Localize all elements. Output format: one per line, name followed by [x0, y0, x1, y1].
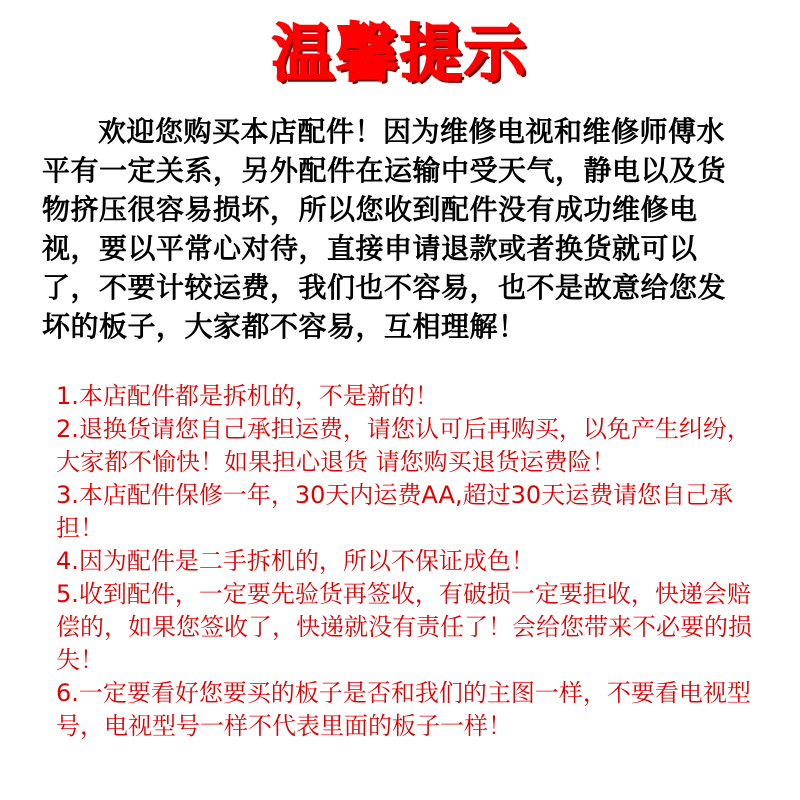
- notice-item-5: 5.收到配件，一定要先验货再签收，有破损一定要拒收，快递会赔偿的，如果您签收了，快递就没有责任了！会给您带来不必要的损失！: [56, 580, 752, 674]
- notice-item-2: 2.退换货请您自己承担运费，请您认可后再购买，以免产生纠纷，大家都不愉快！如果担心退货 请您购买退货运费险！: [56, 415, 751, 476]
- notice-item-1: 1.本店配件都是拆机的，不是新的！: [56, 382, 439, 410]
- page-title: 温馨提示: [271, 17, 528, 90]
- intro-paragraph: 欢迎您购买本店配件！因为维修电视和维修师傅水平有一定关系，另外配件在运输中受天气，静电以及货物挤压很容易损坏，所以您收到配件没有成功维修电视，要以平常心对待，直接申请退款或者换货就可以了，不要计较运费，我们也不容易，也不是故意给您发坏的板子，大家都不容易，互相理解！: [42, 115, 727, 343]
- notice-item-4: 4.因为配件是二手拆机的，所以不保证成色！: [56, 547, 535, 575]
- notice-item-3: 3.本店配件保修一年，30天内运费AA,超过30天运费请您自己承担！: [56, 481, 734, 542]
- notice-item-6: 6.一定要看好您要买的板子是否和我们的主图一样，不要看电视型号，电视型号一样不代表里面的板子一样！: [56, 679, 751, 740]
- notice-list: [56, 380, 756, 743]
